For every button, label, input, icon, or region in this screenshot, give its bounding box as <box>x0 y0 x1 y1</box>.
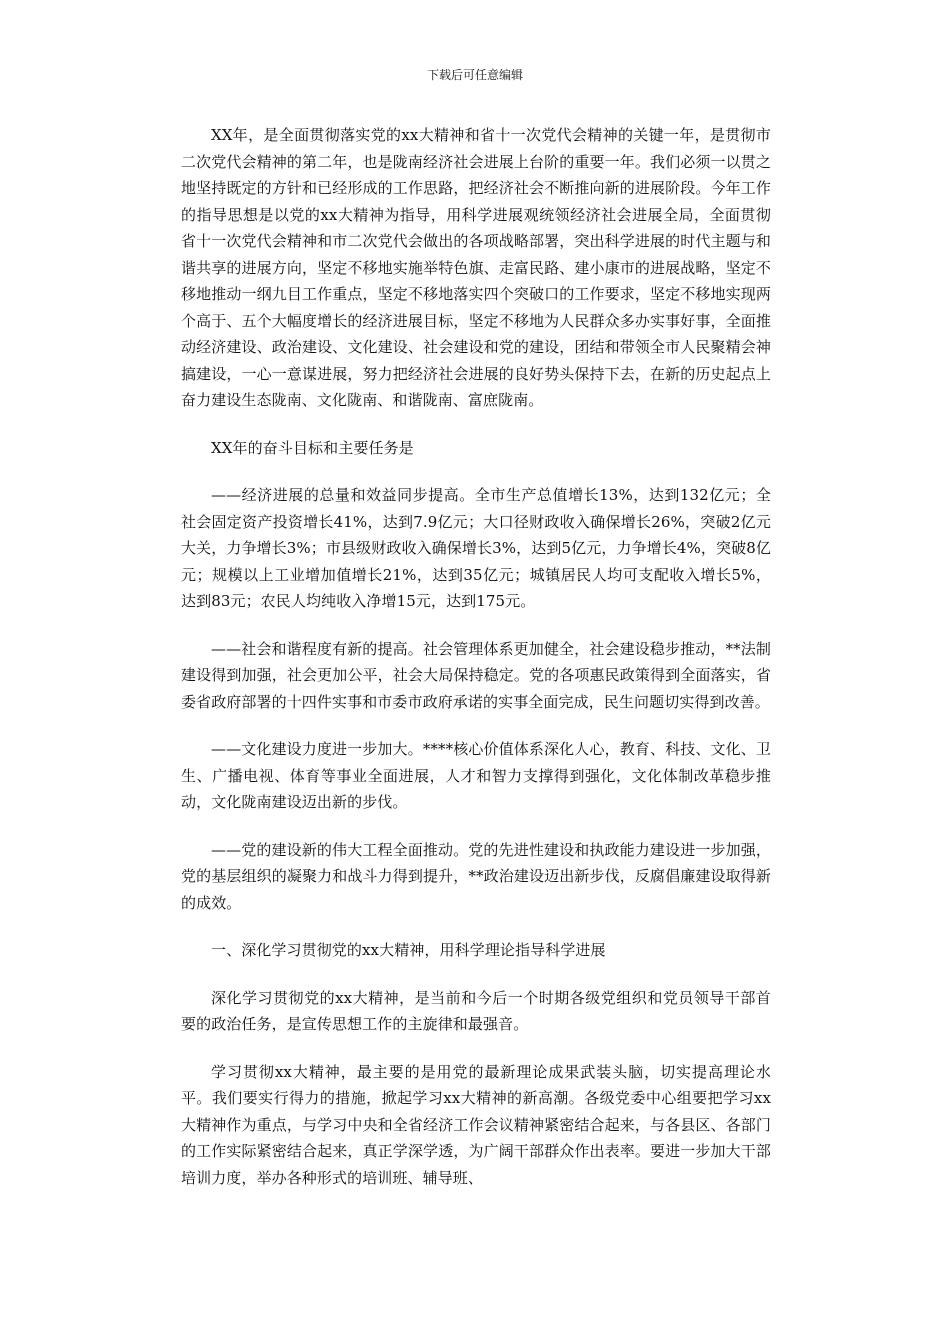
document-body <box>181 122 771 1212</box>
paragraph-study-measures: 学习贯彻xx大精神，最主要的是用党的最新理论成果武装头脑，切实提高理论水平。我们要实行得力的措施，掀起学习xx大精神的新高潮。各级党委中心组要把学习xx大精神作为重点，与学习中央和全省经济工作会议精神紧密结合起来，与各县区、各部门的工作实际紧密结合起来，真正学深学透，为广阔干部群众作出表率。要进一步加大干部培训力度，举办各种形式的培训班、辅导班、 <box>181 1062 771 1187</box>
paragraph-goals-heading: XX年的奋斗目标和主要任务是 <box>211 438 414 457</box>
paragraph-intro: XX年，是全面贯彻落实党的xx大精神和省十一次党代会精神的关键一年，是贯彻市二次党代会精神的第二年，也是陇南经济社会进展上台阶的重要一年。我们必须一以贯之地坚持既定的方针和已经形成的工作思路，把经济社会不断推向新的进展阶段。今年工作的指导思想是以党的xx大精神为指导，用科学进展观统领经济社会进展全局，全面贯彻省十一次党代会精神和市二次党代会做出的各项战略部署，突出科学进展的时代主题与和谐共享的进展方向，坚定不移地实施举特色旗、走富民路、建小康市的进展战略，坚定不移地推动一纲九目工作重点，坚定不移地落实四个突破口的工作要求，坚定不移地实现两个高于、五个大幅度增长的经济进展目标，坚定不移地为人民群众多办实事好事，全面推动经济建设、政治建设、文化建设、社会建设和党的建设，团结和带领全市人民聚精会神搞建设，一心一意谋进展，努力把经济社会进展的良好势头保持下去，在新的历史起点上奋力建设生态陇南、文化陇南、和谐陇南、富庶陇南。 <box>181 126 771 409</box>
paragraph-economy: ——经济进展的总量和效益同步提高。全市生产总值增长13%，达到132亿元；全社会固定资产投资增长41%，达到7.9亿元；大口径财政收入确保增长26%，突破2亿元大关，力争增长3%；市县级财政收入确保增长3%，达到5亿元，力争增长4%，突破8亿元；规模以上工业增加值增长21%，达到35亿元；城镇居民人均可支配收入增长5%，达到83元；农民人均纯收入净增15元，达到175元。 <box>181 486 771 610</box>
header-note: 下载后可任意编辑 <box>426 68 523 82</box>
paragraph-society: ——社会和谐程度有新的提高。社会管理体系更加健全，社会建设稳步推动，**法制建设得到加强，社会更加公平，社会大局保持稳定。党的各项惠民政策得到全面落实，省委省政府部署的十四件实事和市委市政府承诺的实事全面完成，民生问题切实得到改善。 <box>181 639 771 711</box>
paragraph-study-task: 深化学习贯彻党的xx大精神，是当前和今后一个时期各级党组织和党员领导干部首要的政治任务，是宣传思想工作的主旋律和最强音。 <box>181 988 771 1033</box>
paragraph-culture: ——文化建设力度进一步加大。****核心价值体系深化人心，教育、科技、文化、卫生、广播电视、体育等事业全面进展，人才和智力支撑得到强化，文化体制改革稳步推动，文化陇南建设迈出新的步伐。 <box>181 740 771 811</box>
paragraph-party-building: ——党的建设新的伟大工程全面推动。党的先进性建设和执政能力建设进一步加强，党的基层组织的凝聚力和战斗力得到提升，**政治建设迈出新步伐，反腐倡廉建设取得新的成效。 <box>181 840 771 912</box>
section-heading-1: 一、深化学习贯彻党的xx大精神，用科学理论指导科学进展 <box>211 941 606 959</box>
